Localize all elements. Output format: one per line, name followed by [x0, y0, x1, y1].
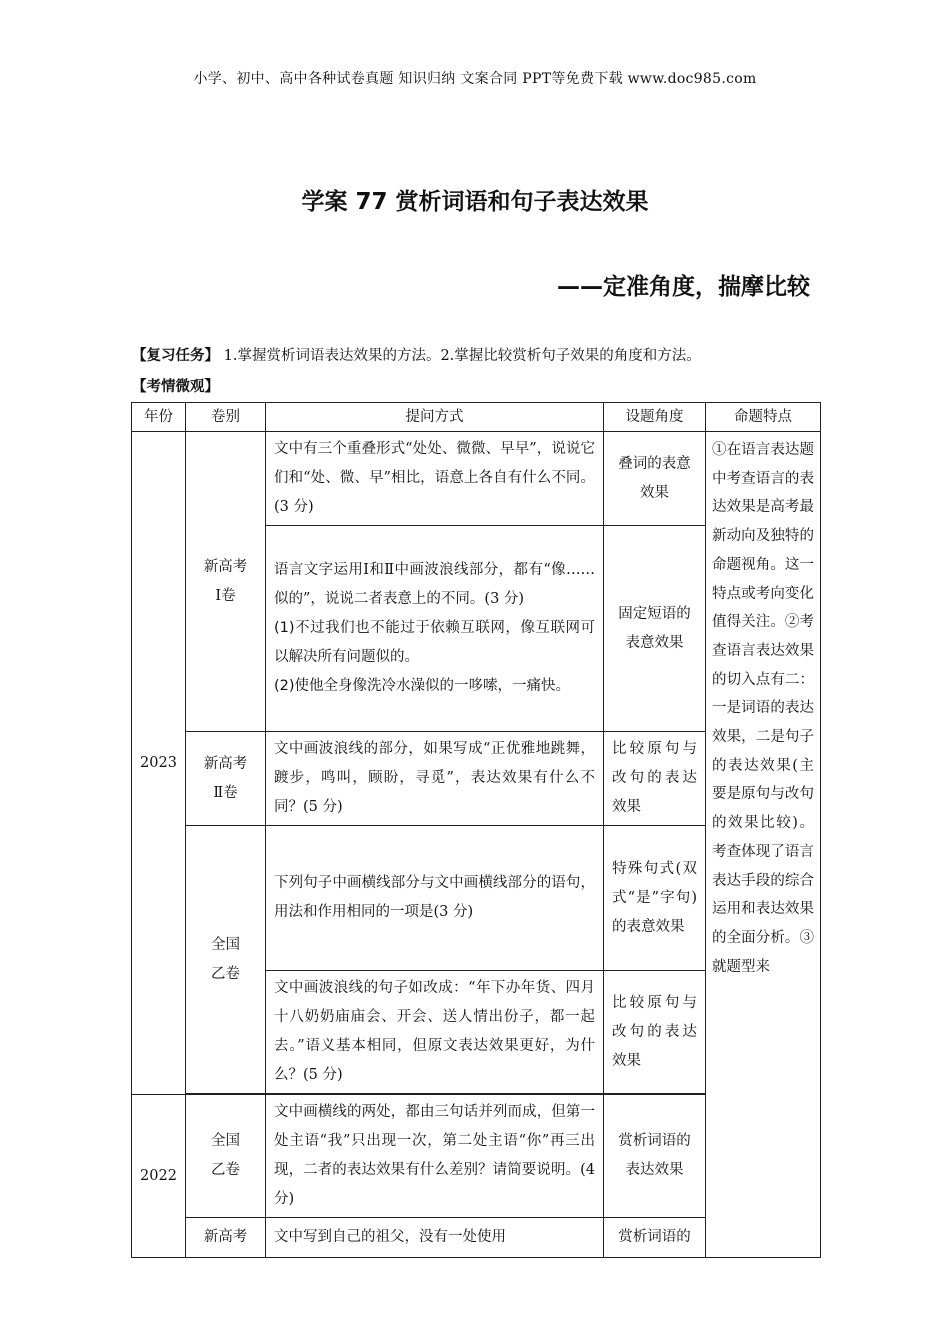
page-header: 小学、初中、高中各种试卷真题 知识归纳 文案合同 PPT等免费下载 www.doc985.com [193, 71, 757, 87]
review-task-text: 1.掌握赏析词语表达效果的方法。2.掌握比较赏析句子效果的角度和方法。 [219, 348, 701, 364]
question-example-1: (1)不过我们也不能过于依赖互联网，像互联网可以解决所有问题似的。 [274, 620, 595, 665]
feature-cell: ①在语言表达题中考查语言的表达效果是高考最新动向及独特的命题视角。这一特点或考向变化值得关注。②考查语言表达效果的切入点有二：一是词语的表达效果，二是句子的表达效果(主要是原句与改句的效果比较)。考查体现了语言表达手段的综合运用和表达效果的全面分析。③就题型来 [706, 432, 821, 1258]
review-task-label: 【复习任务】 [132, 348, 219, 364]
question-cell: 下列句子中画横线部分与文中画横线部分的语句，用法和作用相同的一项是(3 分) [266, 826, 604, 971]
question-example-2: (2)使他全身像洗冷水澡似的一哆嗦，一痛快。 [274, 678, 571, 694]
angle-cell: 赏析词语的表达效果 [604, 1095, 706, 1218]
question-cell: 文中有三个重叠形式“处处、微微、早早”，说说它们和“处、微、早”相比，语意上各自有什么不同。(3 分) [266, 432, 604, 526]
angle-cell: 赏析词语的 [604, 1218, 706, 1258]
question-cell: 文中画波浪线的句子如改成：“年下办年货、四月十八奶奶庙庙会、开会、送人情出份子，都一起去。”语义基本相同，但原文表达效果更好，为什么？(5 分) [266, 971, 604, 1094]
page-subtitle: ——定准角度，揣摩比较 [557, 274, 810, 300]
header-feature: 命题特点 [706, 403, 821, 432]
table-header-row [132, 403, 821, 432]
paper-cell: 新高考 Ⅱ卷 [186, 732, 266, 826]
paper-cell: 新高考 Ⅰ卷 [186, 432, 266, 732]
table-row [132, 432, 821, 526]
header-angle: 设题角度 [604, 403, 706, 432]
review-task [132, 344, 701, 365]
header-question: 提问方式 [266, 403, 604, 432]
page-title: 学案 77 赏析词语和句子表达效果 [301, 189, 649, 215]
exam-overview-label: 【考情微观】 [132, 379, 219, 395]
question-text: 语言文字运用Ⅰ和Ⅱ中画波浪线部分，都有“像……似的”，说说二者表意上的不同。(3 分) [274, 562, 595, 607]
angle-cell: 特殊句式(双式“是”字句)的表意效果 [604, 826, 706, 971]
angle-cell: 比较原句与改句的表达效果 [604, 732, 706, 826]
question-cell: 文中画波浪线的部分，如果写成“正优雅地跳舞，踱步，鸣叫，顾盼，寻觅”，表达效果有什么不同？(5 分) [266, 732, 604, 826]
angle-cell: 叠词的表意效果 [604, 432, 706, 526]
angle-cell: 固定短语的表意效果 [604, 526, 706, 732]
exam-table [131, 402, 821, 1258]
paper-cell: 新高考 [186, 1218, 266, 1258]
year-cell: 2022 [132, 1095, 186, 1258]
paper-cell: 全国 乙卷 [186, 826, 266, 1094]
question-cell: 文中写到自己的祖父，没有一处使用 [266, 1218, 604, 1258]
paper-cell: 全国 乙卷 [186, 1095, 266, 1218]
header-year: 年份 [132, 403, 186, 432]
year-cell: 2023 [132, 432, 186, 1095]
exam-table-wrapper [131, 402, 820, 1245]
question-cell [266, 526, 604, 732]
question-cell: 文中画横线的两处，都由三句话并列而成，但第一处主语“我”只出现一次，第二处主语“你”再三出现，二者的表达效果有什么差别？请简要说明。(4 分) [266, 1095, 604, 1218]
header-paper: 卷别 [186, 403, 266, 432]
angle-cell: 比较原句与改句的表达效果 [604, 971, 706, 1094]
